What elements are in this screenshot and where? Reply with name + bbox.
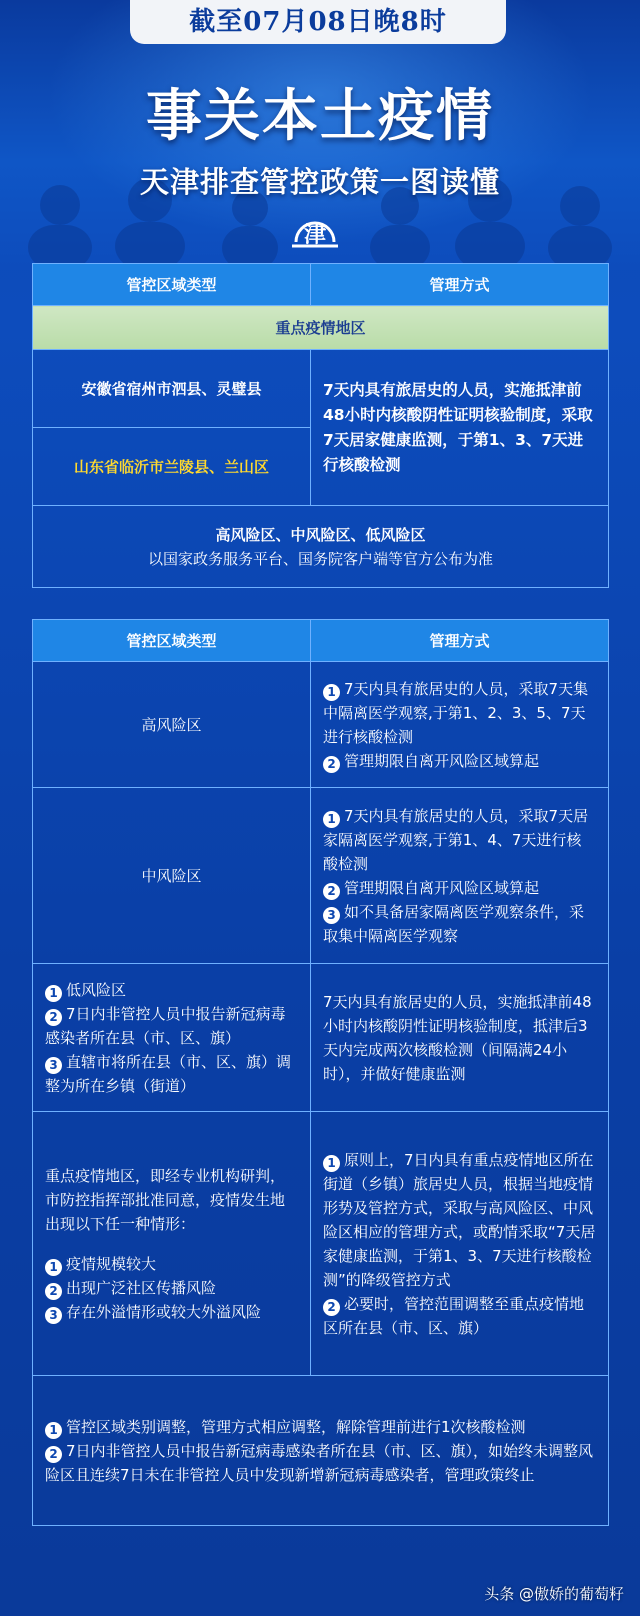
list-item: 1 低风险区 (45, 978, 298, 1002)
high-risk-policy (311, 662, 609, 788)
column-header-area-type: 管控区域类型 (33, 264, 311, 306)
risk-note (33, 506, 609, 588)
date-banner: 截至07月08日晚8时 (130, 0, 506, 44)
region-anhui: 安徽省宿州市泗县、灵璧县 (33, 350, 311, 428)
list-item: 2 管理期限自离开风险区域算起 (323, 876, 596, 900)
column-header-management: 管理方式 (311, 620, 609, 662)
key-area-criteria (33, 1112, 311, 1376)
number-badge: 1 (45, 1259, 62, 1276)
tianjin-logo-icon (290, 212, 340, 256)
sub-title: 天津排查管控政策一图读懂 (139, 165, 500, 199)
watermark: 头条 @傲娇的葡萄籽 (484, 1585, 624, 1603)
list-item: 2 7日内非管控人员中报告新冠病毒感染者所在县（市、区、旗），如始终未调整风险区且连续7日未在非管控人员中发现新增新冠病毒感染者，管理政策终止 (45, 1441, 594, 1484)
high-risk-label: 高风险区 (33, 662, 311, 788)
section-key-epidemic: 重点疫情地区 (33, 306, 609, 350)
svg-text:津: 津 (303, 223, 327, 248)
number-badge: 1 (45, 985, 62, 1002)
low-risk-criteria (33, 964, 311, 1112)
region-shandong: 山东省临沂市兰陵县、兰山区 (33, 428, 311, 506)
medium-risk-policy (311, 788, 609, 964)
risk-area-table (32, 619, 609, 1526)
number-badge: 3 (323, 907, 340, 924)
medium-risk-label: 中风险区 (33, 788, 311, 964)
number-badge: 3 (45, 1307, 62, 1324)
hero-banner (0, 0, 640, 270)
list-item: 2 7日内非管控人员中报告新冠病毒感染者所在县（市、区、旗） (45, 1004, 286, 1047)
list-item: 3 如不具备居家隔离医学观察条件，采取集中隔离医学观察 (323, 902, 585, 945)
key-area-intro: 重点疫情地区，即经专业机构研判，市防控指挥部批准同意，疫情发生地出现以下任一种情形： (45, 1166, 286, 1233)
list-item: 3 存在外溢情形或较大外溢风险 (45, 1300, 298, 1324)
column-header-area-type: 管控区域类型 (33, 620, 311, 662)
number-badge: 2 (45, 1283, 62, 1300)
number-badge: 1 (323, 811, 340, 828)
region-policy: 7天内具有旅居史的人员，实施抵津前48小时内核酸阴性证明核验制度，采取7天居家健康监测，于第1、3、7天进行核酸检测 (311, 350, 609, 506)
risk-note-line2: 以国家政务服务平台、国务院客户端等官方公布为准 (147, 549, 493, 568)
risk-note-line1: 高风险区、中风险区、低风险区 (215, 525, 426, 544)
number-badge: 2 (45, 1446, 62, 1463)
list-item: 3 直辖市将所在县（市、区、旗）调整为所在乡镇（街道） (45, 1052, 292, 1095)
key-area-policy (311, 1112, 609, 1376)
key-epidemic-table (32, 263, 609, 588)
low-risk-policy: 7天内具有旅居史的人员，实施抵津前48小时内核酸阴性证明核验制度，抵津后3天内完成两次核酸检测（间隔满24小时），并做好健康监测 (311, 964, 609, 1112)
number-badge: 1 (323, 684, 340, 701)
list-item: 2 必要时，管控范围调整至重点疫情地区所在县（市、区、旗） (323, 1294, 585, 1337)
list-item: 1 疫情规模较大 (45, 1252, 298, 1276)
list-item: 1 7天内具有旅居史的人员，采取7天居家隔离医学观察,于第1、4、7天进行核酸检测 (323, 806, 589, 873)
number-badge: 2 (45, 1009, 62, 1026)
list-item: 1 原则上，7日内具有重点疫情地区所在街道（乡镇）旅居史人员，根据当地疫情形势及管控方式，采取与高风险区、中风险区相应的管理方式，或酌情采取“7天居家健康监测，于第1、3、7天进行核酸检测”的降级管控方式 (323, 1150, 596, 1289)
column-header-management: 管理方式 (311, 264, 609, 306)
adjustment-notes (33, 1376, 609, 1526)
list-item: 1 7天内具有旅居史的人员，采取7天集中隔离医学观察,于第1、2、3、5、7天进行核酸检测 (323, 679, 589, 746)
number-badge: 3 (45, 1057, 62, 1074)
number-badge: 2 (323, 1299, 340, 1316)
number-badge: 1 (45, 1422, 62, 1439)
number-badge: 2 (323, 756, 340, 773)
list-item: 2 出现广泛社区传播风险 (45, 1276, 298, 1300)
main-title: 事关本土疫情 (146, 84, 494, 149)
number-badge: 1 (323, 1155, 340, 1172)
number-badge: 2 (323, 883, 340, 900)
list-item: 1 管控区域类别调整，管理方式相应调整，解除管理前进行1次核酸检测 (45, 1415, 596, 1439)
list-item: 2 管理期限自离开风险区域算起 (323, 749, 596, 773)
